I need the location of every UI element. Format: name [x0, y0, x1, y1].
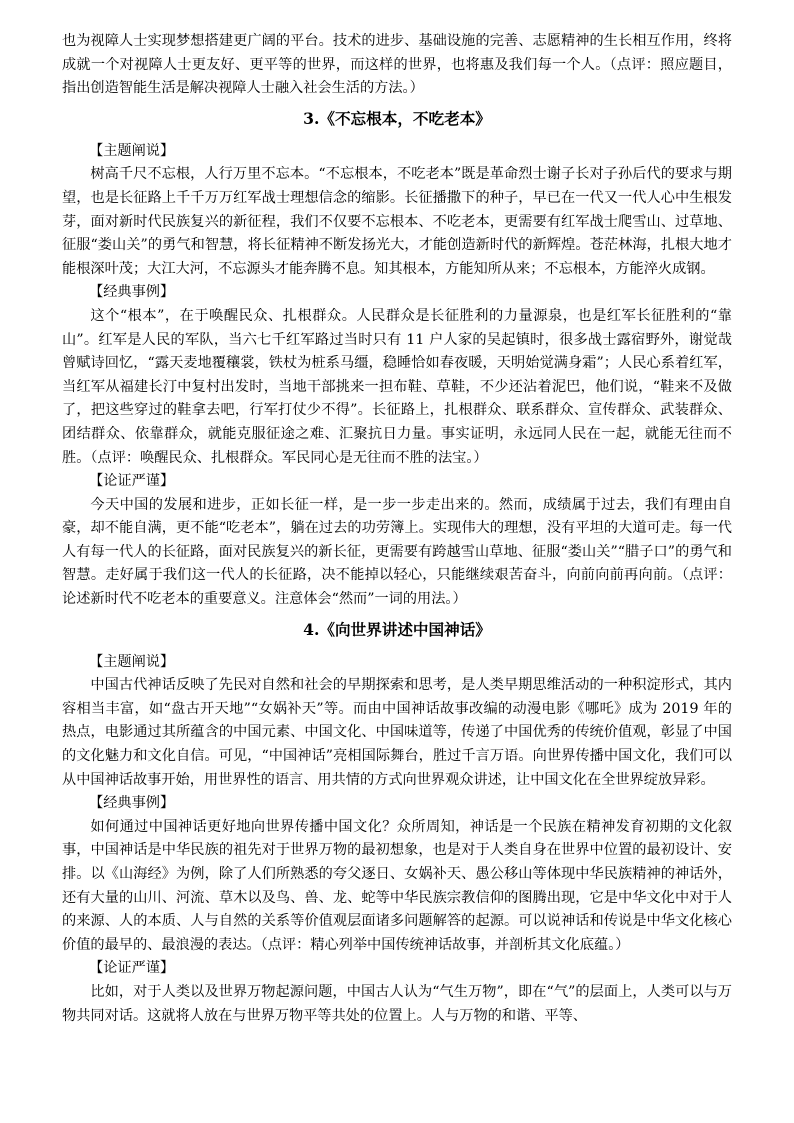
section-4-argument-label: 【论证严谨】 — [89, 960, 175, 977]
section-3-argument-paragraph: 今天中国的发展和进步，正如长征一样，是一步一步走出来的。然而，成绩属于过去，我们有理由自豪，却不能自满，更不能“吃老本”，躺在过去的功劳簿上。实现伟大的理想，没有平坦的大道可走。每一代人有每一代人的长征路，面对民族复兴的新长征，更需要有跨越雪山草地、征服“娄山关”“腊子口”的勇气和智慧。走好属于我们这一代人的长征路，决不能掉以轻心，只能继续艰苦奋斗，向前向前再向前。（点评：论述新时代不吃老本的重要意义。注意体会“然而”一词的用法。） — [62, 496, 732, 608]
section-3-argument-label: 【论证严谨】 — [89, 473, 175, 490]
section-3-theme-paragraph: 树高千尺不忘根，人行万里不忘本。“不忘根本，不吃老本”既是革命烈士谢子长对子孙后代的要求与期望，也是长征路上千千万万红军战士理想信念的缩影。长征播撒下的种子，早已在一代又一代人心中生根发芽，面对新时代民族复兴的新征程，我们不仅要不忘根本、不吃老本，更需要有红军战士爬雪山、过草地、征服“娄山关”的勇气和智慧，将长征精神不断发扬光大，才能创造新时代的新辉煌。苍茫林海，扎根大地才能根深叶茂；大江大河，不忘源头才能奔腾不息。知其根本，方能知所从来；不忘根本，方能淬火成钢。 — [62, 166, 732, 277]
section-4-theme-paragraph: 中国古代神话反映了先民对自然和社会的早期探索和思考，是人类早期思维活动的一种积淀形式，其内容相当丰富，如“盘古开天地”“女娲补天”等。而由中国神话故事改编的动漫电影《哪吒》成为 2019 年的热点，电影通过其所蕴含的中国元素、中国文化、中国味道等，传递了中国优秀的传统价值观，彰显了中国的文化魅力和文化自信。可见，“中国神话”亮相国际舞台，胜过千言万语。向世界传播中国文化，我们可以从中国神话故事开始，用世界性的语言、用共情的方式向世界观众讲述，让中国文化在全世界绽放异彩。 — [62, 677, 732, 788]
section-4-argument-paragraph: 比如，对于人类以及世界万物起源问题，中国古人认为“气生万物”，即在“气”的层面上，人类可以与万物共同对话。这就将人放在与世界万物平等共处的位置上。人与万物的和谐、平等、 — [62, 983, 732, 1024]
section-4-case-paragraph: 如何通过中国神话更好地向世界传播中国文化？众所周知，神话是一个民族在精神发育初期的文化叙事，中国神话是中华民族的祖先对于世界万物的最初想象，也是对于人类自身在世界中位置的最初设计、安排。以《山海经》为例，除了人们所熟悉的夸父逐日、女娲补天、愚公移山等体现中华民族精神的神话外，还有大量的山川、河流、草木以及鸟、兽、龙、蛇等中华民族宗教信仰的图腾出现，它是中华文化中对于人的来源、人的本质、人与自然的关系等价值观层面诸多问题解答的起源。可以说神话和传说是中华文化核心价值的最早的、最浪漫的表达。（点评：精心列举中国传统神话故事，并剖析其文化底蕴。） — [62, 818, 732, 953]
section-3-title: 3.《不忘根本，不吃老本》 — [303, 108, 491, 128]
intro-paragraph: 也为视障人士实现梦想搭建更广阔的平台。技术的进步、基础设施的完善、志愿精神的生长相互作用，终将成就一个对视障人士更友好、更平等的世界，而这样的世界，也将惠及我们每一个人。（点评：照应题目，指出创造智能生活是解决视障人士融入社会生活的方法。） — [62, 33, 732, 97]
section-3-theme-label: 【主题阐说】 — [89, 142, 175, 159]
section-4-title: 4.《向世界讲述中国神话》 — [303, 619, 491, 639]
section-3-case-paragraph: 这个“根本”，在于唤醒民众、扎根群众。人民群众是长征胜利的力量源泉，也是红军长征胜利的“靠山”。红军是人民的军队，当六七千红军路过当时只有 11 户人家的吴起镇时，很多战士露宿野外，谢觉哉曾赋诗回忆，“露天麦地覆穰裳，铁杖为桩系马缰，稳睡恰如春夜暖，天明始觉满身霜”；人民心系着红军，当红军从福建长汀中复村出发时，当地干部挑来一担布鞋、草鞋，不少还沾着泥巴，他们说，“鞋来不及做了，把这些穿过的鞋拿去吧，行军打仗少不得”。长征路上，扎根群众、联系群众、宣传群众、武装群众、团结群众、依靠群众，就能克服征途之难、汇聚抗日力量。事实证明，永远同人民在一起，就能无往而不胜。（点评：唤醒民众、扎根群众。军民同心是无往而不胜的法宝。） — [62, 307, 732, 466]
section-3-case-label: 【经典事例】 — [89, 284, 175, 301]
section-4-theme-label: 【主题阐说】 — [89, 653, 175, 670]
section-4-case-label: 【经典事例】 — [89, 795, 175, 812]
